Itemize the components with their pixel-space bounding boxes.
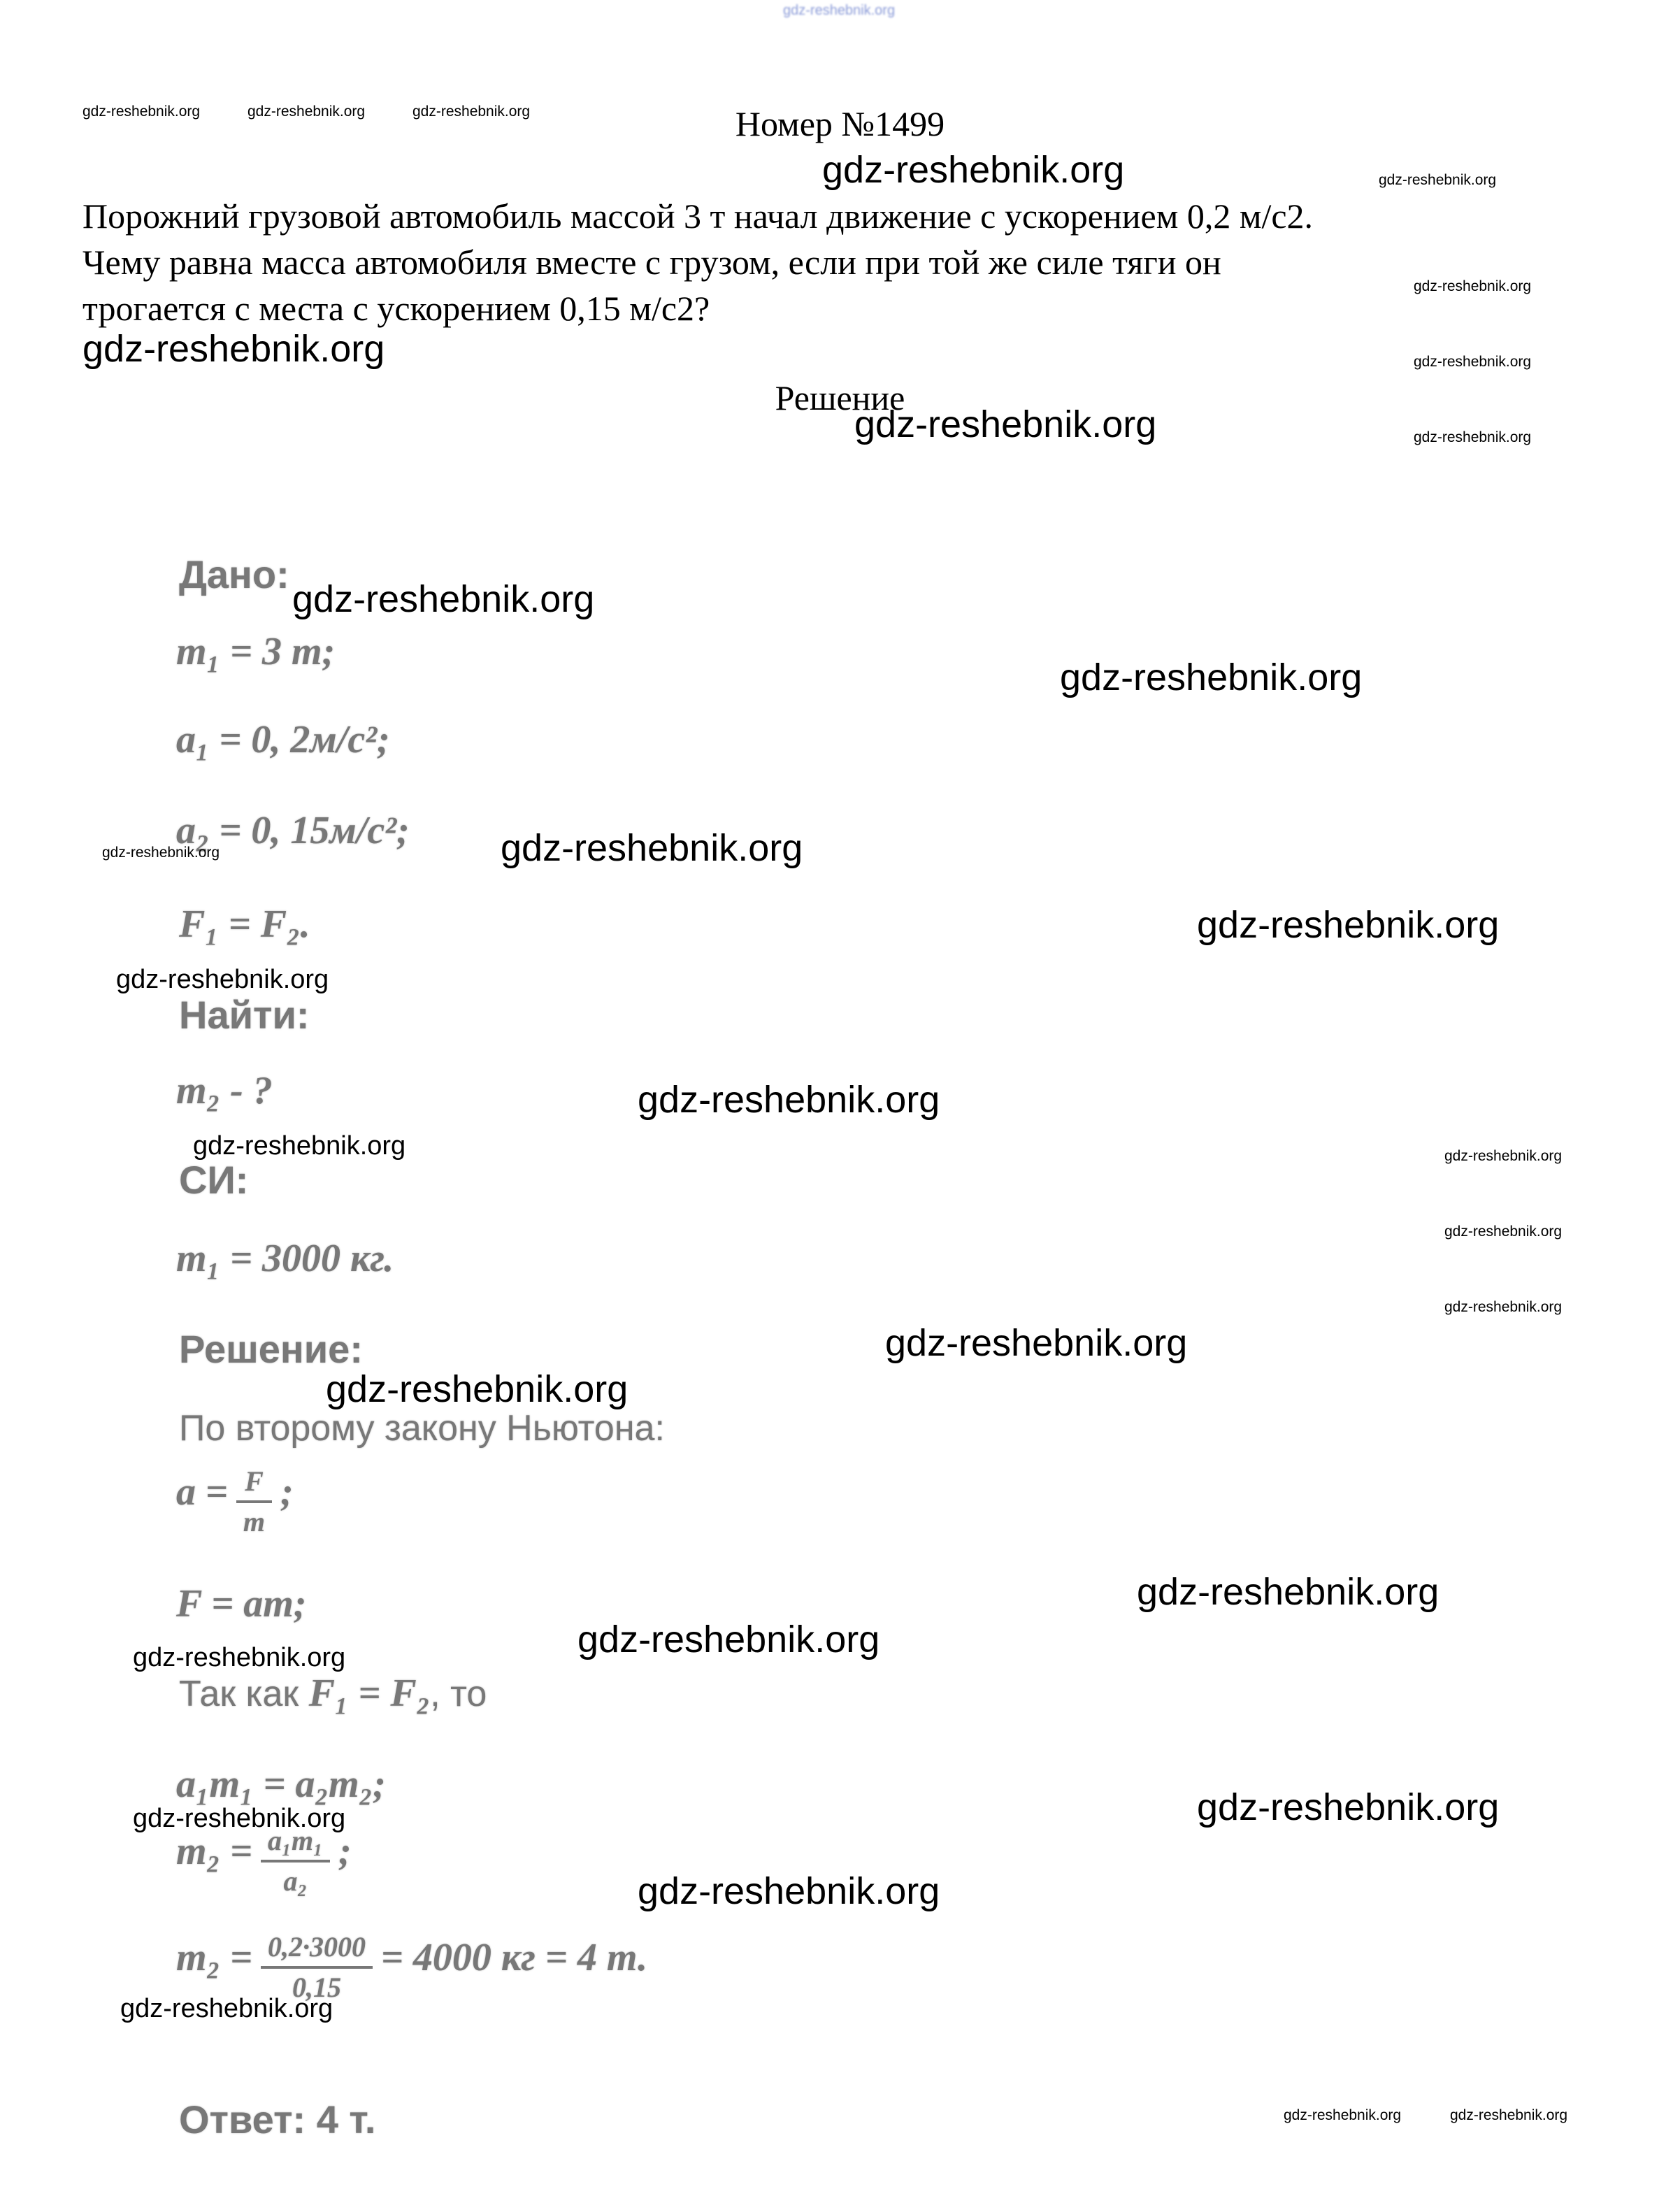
since-text-text: , то xyxy=(430,1674,487,1714)
fraction-numerator: 0,2·3000 xyxy=(261,1931,373,1969)
watermark: gdz-reshebnik.org xyxy=(1197,1786,1500,1828)
given-a1-text: a₁ = 0, 2м/с²; xyxy=(176,718,390,761)
problem-line-3: трогается с места с ускорением 0,15 м/с2? xyxy=(82,289,710,328)
formula-force-text: F = am; xyxy=(176,1582,307,1625)
watermark: gdz-reshebnik.org xyxy=(412,103,531,120)
watermark: gdz-reshebnik.org xyxy=(1444,1223,1563,1240)
formula-m2-value-text: m₂ = xyxy=(176,1936,252,1980)
given-f xyxy=(179,902,310,947)
since-text-text: Так как xyxy=(179,1674,309,1714)
si-m1 xyxy=(176,1236,394,1281)
si-label xyxy=(179,1158,248,1203)
watermark: gdz-reshebnik.org xyxy=(783,3,896,18)
fraction-denominator: m xyxy=(243,1506,266,1537)
given-a2-text: a₂ = 0, 15м/с²; xyxy=(176,809,410,852)
watermark: gdz-reshebnik.org xyxy=(82,103,201,120)
watermark: gdz-reshebnik.org xyxy=(1414,354,1532,370)
watermark: gdz-reshebnik.org xyxy=(501,827,803,869)
given-label xyxy=(179,552,289,597)
watermark: gdz-reshebnik.org xyxy=(326,1368,629,1410)
formula-m2-value-text: = 4000 кг = 4 т. xyxy=(381,1936,648,1980)
watermark: gdz-reshebnik.org xyxy=(1197,904,1500,946)
formula-m2 xyxy=(176,1825,352,1897)
watermark: gdz-reshebnik.org xyxy=(1444,1148,1563,1164)
answer-line xyxy=(179,2097,375,2142)
watermark: gdz-reshebnik.org xyxy=(577,1619,880,1660)
si-label-text: СИ: xyxy=(179,1158,249,1202)
formula-m2-text: ; xyxy=(338,1830,352,1874)
watermark: gdz-reshebnik.org xyxy=(854,403,1157,445)
watermark: gdz-reshebnik.org xyxy=(193,1131,406,1161)
page-title: Номер №1499 xyxy=(735,104,945,143)
formula-acceleration xyxy=(176,1465,294,1538)
watermark: gdz-reshebnik.org xyxy=(120,1994,333,2023)
watermark: gdz-reshebnik.org xyxy=(1414,278,1532,294)
watermark: gdz-reshebnik.org xyxy=(822,149,1125,191)
solution-label xyxy=(179,1327,363,1372)
fraction xyxy=(261,1825,330,1897)
watermark: gdz-reshebnik.org xyxy=(638,1079,940,1121)
watermark: gdz-reshebnik.org xyxy=(247,103,366,120)
watermark: gdz-reshebnik.org xyxy=(102,845,220,861)
watermark: gdz-reshebnik.org xyxy=(638,1870,940,1912)
problem-text xyxy=(82,193,1313,331)
find-label xyxy=(179,993,310,1038)
fraction xyxy=(261,1931,373,2004)
formula-acceleration-text: ; xyxy=(280,1470,294,1514)
formula-force xyxy=(176,1581,306,1626)
formula-acceleration-text: a = xyxy=(176,1470,228,1514)
answer-line-text: Ответ: 4 т. xyxy=(179,2097,376,2141)
since-text xyxy=(179,1671,487,1716)
find-m2-text: m₂ - ? xyxy=(176,1069,273,1112)
formula-equal-products xyxy=(176,1762,386,1807)
watermark: gdz-reshebnik.org xyxy=(1137,1571,1440,1613)
solution-heading: Решение xyxy=(775,378,905,417)
given-f-text: F₁ = F₂. xyxy=(179,903,310,946)
problem-line-1: Порожний грузовой автомобиль массой 3 т начал движение с ускорением 0,2 м/с2. xyxy=(82,196,1314,236)
since-text-text: F₁ = F₂ xyxy=(308,1672,431,1715)
problem-line-2: Чему равна масса автомобиля вместе с грузом, если при той же силе тяги он xyxy=(82,243,1221,282)
given-label-text: Дано: xyxy=(179,552,289,596)
newton-law-text-text: По второму закону Ньютона: xyxy=(179,1408,665,1449)
fraction-numerator: F xyxy=(236,1465,272,1503)
watermark: gdz-reshebnik.org xyxy=(1379,172,1497,188)
watermark: gdz-reshebnik.org xyxy=(116,965,329,994)
watermark: gdz-reshebnik.org xyxy=(1444,1299,1563,1315)
find-label-text: Найти: xyxy=(179,993,310,1037)
fraction-denominator: a₂ xyxy=(283,1865,308,1897)
fraction xyxy=(236,1465,272,1538)
watermark: gdz-reshebnik.org xyxy=(82,328,385,370)
watermark: gdz-reshebnik.org xyxy=(133,1804,346,1833)
watermark: gdz-reshebnik.org xyxy=(1284,2107,1402,2123)
formula-equal-products-text: a₁m₁ = a₂m₂; xyxy=(176,1763,386,1806)
watermark: gdz-reshebnik.org xyxy=(1414,429,1532,445)
watermark: gdz-reshebnik.org xyxy=(885,1322,1188,1364)
watermark: gdz-reshebnik.org xyxy=(1060,656,1363,698)
formula-m2-value xyxy=(176,1931,647,2004)
watermark: gdz-reshebnik.org xyxy=(1450,2107,1568,2123)
given-a1 xyxy=(176,717,390,762)
si-m1-text: m₁ = 3000 кг. xyxy=(176,1237,394,1280)
newton-law-text xyxy=(179,1408,665,1450)
given-m1-text: m₁ = 3 т; xyxy=(176,630,336,673)
watermark: gdz-reshebnik.org xyxy=(292,578,595,620)
fraction-denominator: 0,15 xyxy=(292,1972,341,2003)
solution-label-text: Решение: xyxy=(179,1327,363,1371)
watermark: gdz-reshebnik.org xyxy=(133,1643,346,1672)
formula-m2-text: m₂ = xyxy=(176,1830,252,1874)
fraction-numerator: a₁m₁ xyxy=(261,1825,330,1863)
find-m2 xyxy=(176,1068,273,1113)
given-m1 xyxy=(176,629,335,674)
